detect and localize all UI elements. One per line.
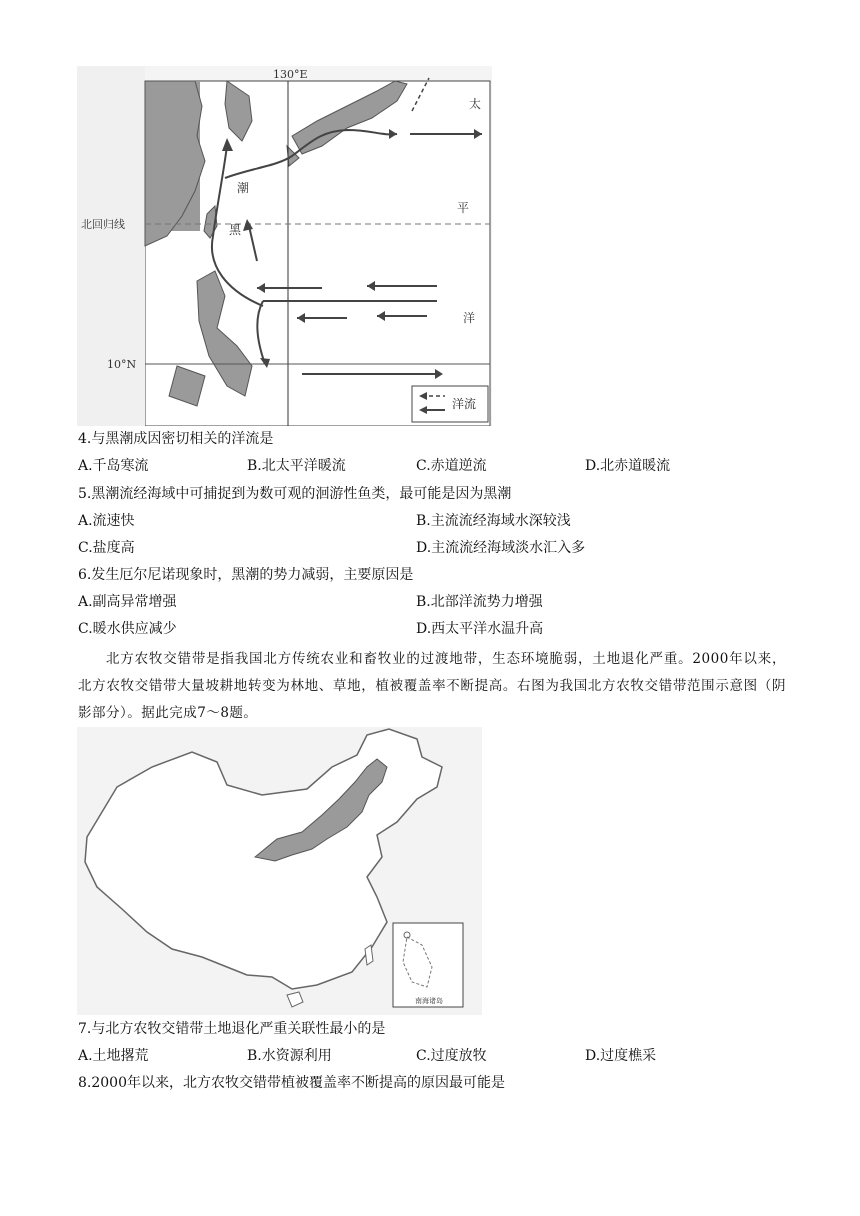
q4-option-d: D.北赤道暖流 [585,458,671,474]
tropic-label: 北回归线 [81,218,125,231]
q7-option-a: A.土地撂荒 [78,1048,149,1064]
q5-option-a: A.流速快 [78,513,135,529]
q5-option-b: B.主流流经海域水深较浅 [416,513,571,529]
q6-stem: 6.发生厄尔尼诺现象时，黑潮的势力减弱，主要原因是 [78,567,414,583]
q7-stem: 7.与北方农牧交错带土地退化严重关联性最小的是 [78,1021,386,1037]
ocean-char-2: 平 [457,201,470,215]
q5-option-c: C.盐度高 [78,540,135,556]
q4-option-a: A.千岛寒流 [78,458,149,474]
q6-option-d: D.西太平洋水温升高 [416,621,544,637]
q6-option-b: B.北部洋流势力增强 [416,594,543,610]
q4-option-c: C.赤道逆流 [416,458,487,474]
q7-option-c: C.过度放牧 [416,1048,487,1064]
lat10-label: 10°N [107,358,137,371]
south-sea-inset [393,923,463,1007]
ocean-char-1: 太 [469,97,482,111]
current-char-1: 潮 [237,181,250,195]
legend-label: 洋流 [452,397,477,411]
q7-option-d: D.过度樵采 [585,1048,657,1064]
q7-option-b: B.水资源利用 [247,1048,332,1064]
lon-label: 130°E [273,68,308,81]
q5-option-d: D.主流流经海域淡水汇入多 [416,540,586,556]
q4-option-b: B.北太平洋暖流 [247,458,346,474]
inset-label: 南海诸岛 [415,997,443,1005]
q5-stem: 5.黑潮流经海域中可捕捉到为数可观的洄游性鱼类，最可能是因为黑潮 [78,486,512,502]
q6-option-c: C.暖水供应减少 [78,621,177,637]
passage-text: 北方农牧交错带是指我国北方传统农业和畜牧业的过渡地带，生态环境脆弱，土地退化严重。2000年以来，北方农牧交错带大量坡耕地转变为林地、草地，植被覆盖率不断提高。右图为我国北方农牧交错带范围示意图（阴影部分）。据此完成7～8题。 [78,651,786,721]
q8-stem: 8.2000年以来，北方农牧交错带植被覆盖率不断提高的原因最可能是 [78,1075,505,1091]
q6-option-a: A.副高异常增强 [78,594,177,610]
ocean-char-3: 洋 [463,311,476,325]
kuroshio-map [77,66,492,426]
legend-box [412,386,488,422]
current-char-2: 黑 [229,223,242,237]
q4-stem: 4.与黑潮成因密切相关的洋流是 [78,431,274,447]
china-map [77,727,482,1015]
taiwan-island-2 [365,945,373,965]
